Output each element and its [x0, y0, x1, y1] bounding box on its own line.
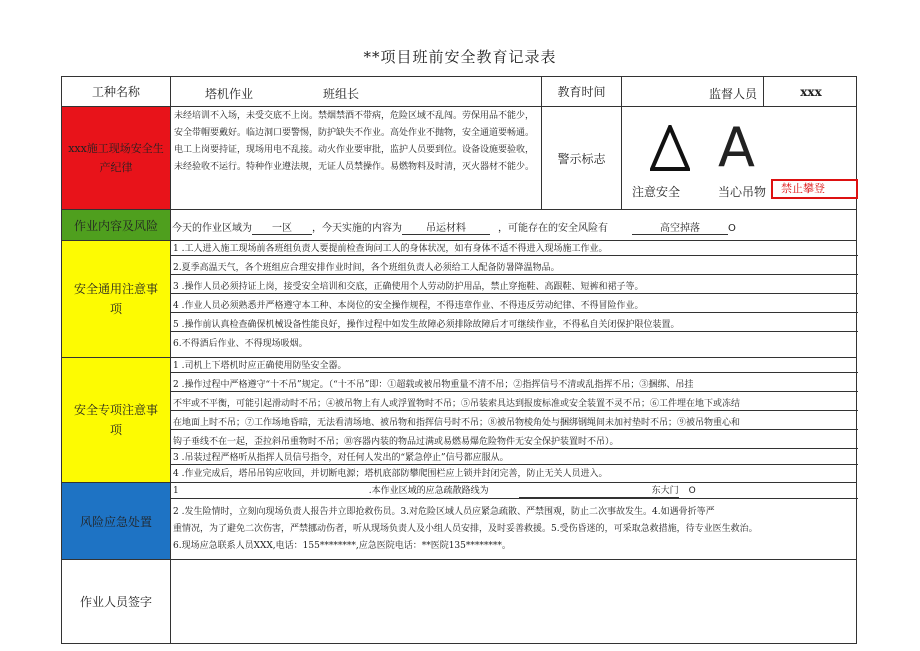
content-text-3: ，可能存在的安全风险有 — [498, 223, 608, 234]
no-climbing-sign: 禁止攀登 — [771, 179, 858, 199]
general-note: 4 .作业人员必须熟悉并严格遵守本工种、本岗位的安全操作规程，不得违章作业、不得违反劳动纪律、不得冒险作业。 — [171, 300, 858, 313]
discipline-label: xxx施工现场安全生产纪律 — [62, 107, 171, 209]
job-type-value: 塔机作业 — [205, 87, 254, 101]
special-note: 1 .司机上下塔机时应正确使用防坠安全器。 — [171, 360, 858, 373]
discipline-text: 未经培训不入场，未受交底不上岗。禁烟禁酒不带病，危险区域不乱闯。劳保用品不能少，安全带帽要戴好。临边洞口要警惕，防护缺失不作业。高处作业不抛物，安全通道要畅通。电工上岗要持证，现场用电不乱接。动火作业要审批，监护人员要到位。设备设施要验收，未经验收不运行。特种作业遵法规，无证人员禁操作。易燃物料及时清，灭火器材不能少。 — [171, 107, 542, 209]
content-row — [62, 210, 856, 241]
warning-signs — [622, 107, 858, 209]
emergency-step: 6.现场应急联系人员XXX,电话：155********,应急医院电话：**医院135********。 — [173, 541, 511, 551]
general-note: 2.夏季高温天气，各个班组应合理安排作业时间，各个班组负责人必须给工人配备防暑降温物品。 — [171, 262, 858, 275]
area-value: 一区 — [252, 219, 312, 235]
general-note: 5 .操作前认真检查确保机械设备性能良好，操作过程中如发生故障必须排除故障后才可继续作业，不得私自关闭保护限位装置。 — [171, 319, 858, 332]
special-note: 2 .操作过程中严格遵守“十不吊”规定。（“十不吊”即：①超载或被吊物重量不清不吊；②指挥信号不清或乱指挥不吊；③捆绑、吊挂 — [171, 379, 858, 392]
special-notes-label: 安全专项注意事项 — [62, 358, 171, 482]
discipline-row — [62, 107, 856, 210]
content-label: 作业内容及风险 — [62, 210, 171, 240]
hanging-load-icon: A — [718, 116, 755, 179]
emergency-text-1: .本作业区域的应急疏散路线为 — [368, 486, 489, 496]
signature-label: 作业人员签字 — [62, 560, 171, 643]
emergency-row — [62, 483, 856, 560]
general-note: 3 .操作人员必须持证上岗，接受安全培训和交底，正确使用个人劳动防护用品，禁止穿拖鞋、高跟鞋、短裤和裙子等。 — [171, 281, 858, 294]
header-row — [62, 77, 856, 107]
supervisor-value: xxx — [800, 84, 822, 99]
caution-triangle-icon — [650, 125, 690, 173]
content-end: O — [728, 223, 736, 234]
content-text-1: 今天的作业区域为 — [172, 223, 252, 234]
content-text-2: ，今天实施的内容为 — [312, 223, 402, 234]
emergency-step: 2 .发生险情时，立刻向现场负责人报告并立即抢救伤员。3.对危险区域人员应紧急疏散、严禁围观，防止二次事故发生。4.如遇骨折等严 — [173, 507, 715, 517]
route-end: O — [688, 486, 696, 496]
emergency-label: 风险应急处置 — [62, 483, 171, 559]
task-value: 吊运材料 — [402, 219, 490, 235]
education-record-table — [61, 76, 857, 644]
route-value: 东大门 — [519, 485, 679, 498]
special-note: 钩子垂线不在一起，歪拉斜吊重物时不吊；⑩容器内装的物品过满或易燃易爆危险物件无安全保护装置时不吊）。 — [171, 436, 858, 449]
emergency-step: 重情况，为了避免二次伤害，严禁挪动伤者，听从现场负责人及小组人员安排，及时妥善救援。5.受伤昏迷的，可采取急救措施，待专业医生救治。 — [173, 524, 758, 534]
special-note: 4 .作业完成后，塔吊吊钩应收回，并切断电源；塔机底部防攀爬围栏应上锁并封闭完善，防止无关人员进入。 — [173, 469, 608, 479]
page-title: **项目班前安全教育记录表 — [363, 48, 557, 66]
general-note: 1 .工人进入施工现场前各班组负责人要提前检查询问工人的身体状况，如有身体不适不得进入现场施工作业。 — [171, 243, 858, 256]
risk-value: 高空掉落 — [632, 219, 728, 235]
signature-area[interactable] — [171, 560, 858, 643]
warning-sign-label: 警示标志 — [542, 107, 622, 209]
general-notes-row — [62, 241, 856, 358]
signature-row — [62, 560, 856, 643]
edu-time-label: 教育时间 — [542, 77, 622, 106]
team-leader-label: 班组长 — [323, 87, 360, 101]
emergency-num: 1 — [173, 486, 179, 496]
caution-caption: 注意安全 — [632, 185, 681, 199]
special-note: 不牢或不平衡，可能引起滑动时不吊；④被吊物上有人或浮置物时不吊；⑤吊装索具达到报废标准或安全装置不灵不吊；⑥工件埋在地下或冻结 — [171, 398, 858, 411]
supervisor-label: 监督人员 — [708, 87, 757, 101]
job-type-label: 工种名称 — [62, 77, 171, 106]
general-notes-label: 安全通用注意事项 — [62, 241, 171, 357]
special-note: 3 .吊装过程严格听从指挥人员信号指令，对任何人发出的“紧急停止”信号都应服从。 — [171, 452, 858, 465]
general-note: 6.不得酒后作业、不得现场吸烟。 — [173, 339, 308, 349]
hanging-load-caption: 当心吊物 — [718, 185, 767, 199]
special-notes-row — [62, 358, 856, 483]
special-note: 在地面上时不吊；⑦工作场地昏暗，无法看清场地、被吊物和指挥信号时不吊；⑧被吊物棱角处与捆绑钢绳间未加衬垫时不吊；⑨被吊物重心和 — [171, 417, 858, 430]
